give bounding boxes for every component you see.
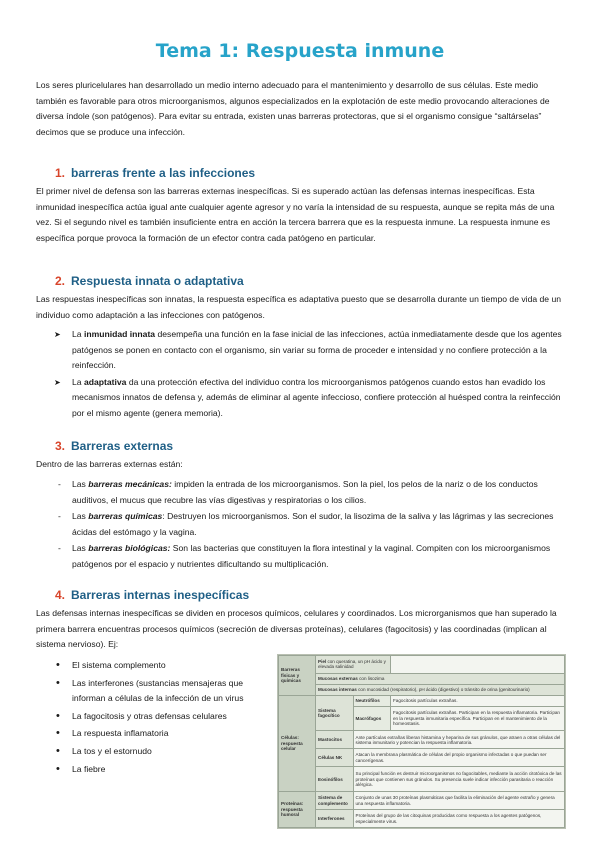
innate-adaptive-list <box>36 327 564 423</box>
table-row <box>279 792 565 810</box>
section-title: Respuesta innata o adaptativa <box>71 274 244 288</box>
external-barriers-list <box>36 477 564 574</box>
table-cell: Su principal función es destruir microorganismos no fagocitables, mediante la acción citotóxica de las proteínas que contienen sus gránulos. Su presencia suele indicar infección parasitaria o reacción alérgica. <box>353 767 565 792</box>
table-cell: Barreras físicas y químicas <box>279 656 316 696</box>
section-number: 1. <box>55 166 66 180</box>
dash-bullet-icon: - <box>58 543 61 554</box>
table-row <box>279 656 565 674</box>
table-cell: Conjunto de unas 30 proteínas plasmáticas que facilita la eliminación del agente extraño y genera una respuesta inflamatoria. <box>353 792 565 810</box>
table-cell: Fagocitosis partículas extrañas. <box>391 695 565 706</box>
table-row <box>279 673 565 684</box>
dash-bullet-icon: - <box>58 511 61 522</box>
section-4-paragraph: Las defensas internas inespecíficas se dividen en procesos químicos, celulares y coordinados. Los microrganismos que han superado la primera barrera encuentras procesos químicos (secreción de diversas proteínas), celulares (fagocitosis) y las coordinadas (implican al sistema nervioso). Ej: <box>36 608 557 650</box>
immune-defenses-table <box>278 655 565 828</box>
section-number: 2. <box>55 274 66 288</box>
page-title: Tema 1: Respuesta inmune <box>155 40 445 62</box>
table-row <box>279 731 565 749</box>
list-item: ➤ La inmunidad innata desempeña una función en la fase inicial de las infecciones, actúa inmediatamente desde que los agentes patógenos se ponen en contacto con el organismo, sin variar su forma de proceder e intensidad y no confiere protección a la reinfección. <box>54 329 562 371</box>
list-item: • La fagocitosis y otras defensas celulares <box>36 709 272 725</box>
table-row <box>279 749 565 767</box>
internal-defenses-list <box>36 658 272 779</box>
table-row <box>279 684 565 695</box>
list-item: • La tos y el estornudo <box>36 744 272 760</box>
section-1-heading <box>55 166 255 180</box>
section-2-heading <box>55 274 244 288</box>
table-cell: Proteínas: respuesta humoral <box>279 792 316 828</box>
section-number: 3. <box>55 439 66 453</box>
table-cell: Macrófagos <box>353 706 391 731</box>
section-3-heading <box>55 439 173 453</box>
table-cell: Proteínas del grupo de las citoquinas producidas como respuesta a los agentes patógenos, especialmente virus. <box>353 810 565 828</box>
immune-defenses-table-image <box>277 654 566 829</box>
table-cell: Piel con queratina, un pH ácido y elevada salinidad <box>316 656 391 674</box>
section-title: Barreras internas inespecíficas <box>71 588 250 602</box>
table-cell: Sistema fagocítico <box>316 695 354 731</box>
table-cell: Fagocitosis partículas extrañas. Participan en la respuesta inflamatoria. Participan en la respuesta inmunitaria específica. Participan en el mantenimiento de la homeostasis. <box>391 706 565 731</box>
table-cell: Mastocitos <box>316 731 354 749</box>
list-item: • La fiebre <box>36 762 272 778</box>
list-item: • El sistema complemento <box>36 658 272 674</box>
list-item: ➤ La adaptativa da una protección efectiva del individuo contra los microorganismos patógenos cuando estos han evadido los mecanismos innatos de defensa y, además de eliminar al agente infeccioso, confiere protección al huésped contra la reinfección por el mismo agente (genera memoria). <box>54 376 561 418</box>
table-cell: Mucosas externas con lisozima <box>316 673 565 684</box>
list-item: - Las barreras químicas: Destruyen los microorganismos. Son el sudor, la lisozima de la saliva y las lágrimas y las secreciones ácidas del estómago y la vagina. <box>58 511 554 537</box>
table-cell: Eosinófilos <box>316 767 354 792</box>
list-item: • Las interferones (sustancias mensajeras que informan a células de la infección de un virus <box>36 676 272 707</box>
table-cell: Atacan la membrana plasmática de células del propio organismo infectadas o que puedan ser cancerígenas. <box>353 749 565 767</box>
table-cell: Interferones <box>316 810 354 828</box>
list-item: - Las barreras mecánicas: impiden la entrada de los microorganismos. Son la piel, los pelos de la nariz o de los conductos auditivos, el mucus que recubre las vías digestivas y respiratorias o los cilios. <box>58 479 538 505</box>
table-cell: Mucosas internas con mucosidad (respiratorio), pH ácido (digestivo) o tránsito de orina (genitourinario) <box>316 684 565 695</box>
table-cell: Células: respuesta celular <box>279 695 316 791</box>
section-3-paragraph: Dentro de las barreras externas están: <box>36 459 183 469</box>
section-4-heading <box>55 588 249 602</box>
table-cell: Células NK <box>316 749 354 767</box>
table-cell: Ante partículas extrañas liberan histamina y heparina de sus gránulos, que atraen a otras células del sistema inmunitario y potencian la respuesta inflamatoria. <box>353 731 565 749</box>
table-cell: Neutrófilos <box>353 695 391 706</box>
list-item: • La respuesta inflamatoria <box>36 726 272 742</box>
section-number: 4. <box>55 588 66 602</box>
arrow-bullet-icon: ➤ <box>54 377 61 387</box>
list-item: - Las barreras biológicas: Son las bacterias que constituyen la flora intestinal y la vaginal. Compiten con los microorganismos patógenos por el espacio y nutrientes dificultando su multiplicación. <box>58 543 551 569</box>
intro-paragraph: Los seres pluricelulares han desarrollado un medio interno adecuado para el mantenimiento y desarrollo de sus células. Este medio también es favorable para otros microorganismos, algunos especializados en la explotación de este medio provocando alteraciones de diversa índole (son patógenos). Para evitar su entrada, existen unas barreras protectoras, que si el organismo consigue “saltárselas” decimos que se produce una infección. <box>36 80 550 137</box>
arrow-bullet-icon: ➤ <box>54 330 61 339</box>
table-row <box>279 767 565 792</box>
section-1-paragraph: El primer nivel de defensa son las barreras externas inespecíficas. Si es superado actúan las defensas internas inespecíficas. Esta inmunidad inespecífica actúa igual ante cualquier agente agresor y no varía la intensidad de su respuesta, aunque se repita más de una vez. Si el segundo nivel es también insuficiente entra en acción la tercera barrera que es la respuesta inmune. La respuesta inmune es específica porque provoca la formación de un efector contra cada patógeno en particular. <box>36 186 555 243</box>
table-cell: Sistema de complemento <box>316 792 354 810</box>
table-row <box>279 810 565 828</box>
section-title: Barreras externas <box>71 439 174 453</box>
section-title: barreras frente a las infecciones <box>71 166 256 180</box>
section-2-paragraph: Las respuestas inespecíficas son innatas, la respuesta específica es adaptativa puesto que se desarrolla durante un tiempo de vida de un individuo como adaptación a las infecciones con patógenos. <box>36 294 562 320</box>
table-row <box>279 695 565 706</box>
dash-bullet-icon: - <box>58 479 61 489</box>
